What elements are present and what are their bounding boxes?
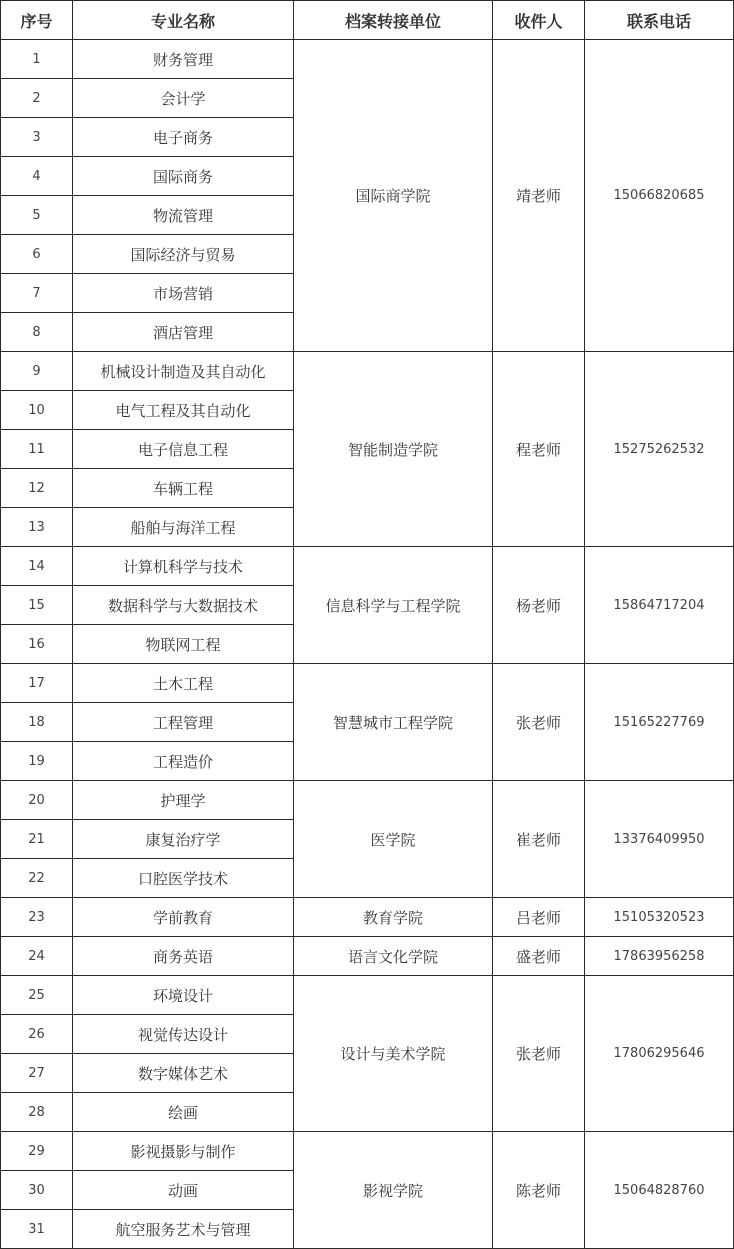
recipient: 靖老师: [493, 40, 585, 352]
major-name: 车辆工程: [73, 469, 294, 508]
major-name: 康复治疗学: [73, 820, 294, 859]
row-number: 21: [1, 820, 73, 859]
recipient: 张老师: [493, 976, 585, 1132]
contact-phone: 15864717204: [585, 547, 734, 664]
contact-phone: 15105320523: [585, 898, 734, 937]
row-number: 11: [1, 430, 73, 469]
row-number: 6: [1, 235, 73, 274]
table-row: [1, 547, 734, 586]
row-number: 31: [1, 1210, 73, 1249]
major-name: 动画: [73, 1171, 294, 1210]
major-name: 视觉传达设计: [73, 1015, 294, 1054]
contact-phone: 15066820685: [585, 40, 734, 352]
row-number: 27: [1, 1054, 73, 1093]
contact-phone: 13376409950: [585, 781, 734, 898]
major-name: 船舶与海洋工程: [73, 508, 294, 547]
major-name: 绘画: [73, 1093, 294, 1132]
row-number: 8: [1, 313, 73, 352]
row-number: 15: [1, 586, 73, 625]
contact-phone: 15275262532: [585, 352, 734, 547]
row-number: 25: [1, 976, 73, 1015]
header-major: 专业名称: [73, 1, 294, 40]
table-header: [1, 1, 734, 40]
row-number: 10: [1, 391, 73, 430]
major-name: 数据科学与大数据技术: [73, 586, 294, 625]
major-name: 计算机科学与技术: [73, 547, 294, 586]
major-name: 口腔医学技术: [73, 859, 294, 898]
transfer-unit: 医学院: [294, 781, 493, 898]
table-body: [1, 40, 734, 1249]
major-name: 数字媒体艺术: [73, 1054, 294, 1093]
row-number: 19: [1, 742, 73, 781]
transfer-unit: 影视学院: [294, 1132, 493, 1249]
table-row: [1, 664, 734, 703]
major-name: 会计学: [73, 79, 294, 118]
row-number: 3: [1, 118, 73, 157]
row-number: 4: [1, 157, 73, 196]
table-row: [1, 976, 734, 1015]
row-number: 30: [1, 1171, 73, 1210]
major-name: 工程管理: [73, 703, 294, 742]
recipient: 吕老师: [493, 898, 585, 937]
row-number: 2: [1, 79, 73, 118]
contact-phone: 15165227769: [585, 664, 734, 781]
major-name: 物联网工程: [73, 625, 294, 664]
row-number: 29: [1, 1132, 73, 1171]
recipient: 程老师: [493, 352, 585, 547]
major-name: 航空服务艺术与管理: [73, 1210, 294, 1249]
transfer-unit: 教育学院: [294, 898, 493, 937]
row-number: 5: [1, 196, 73, 235]
row-number: 9: [1, 352, 73, 391]
major-name: 电子信息工程: [73, 430, 294, 469]
recipient: 盛老师: [493, 937, 585, 976]
row-number: 22: [1, 859, 73, 898]
transfer-unit: 智慧城市工程学院: [294, 664, 493, 781]
major-name: 机械设计制造及其自动化: [73, 352, 294, 391]
major-name: 商务英语: [73, 937, 294, 976]
contact-phone: 15064828760: [585, 1132, 734, 1249]
transfer-unit: 信息科学与工程学院: [294, 547, 493, 664]
major-name: 国际商务: [73, 157, 294, 196]
recipient: 陈老师: [493, 1132, 585, 1249]
recipient: 杨老师: [493, 547, 585, 664]
major-name: 电子商务: [73, 118, 294, 157]
row-number: 7: [1, 274, 73, 313]
major-name: 影视摄影与制作: [73, 1132, 294, 1171]
row-number: 24: [1, 937, 73, 976]
table-row: [1, 40, 734, 79]
row-number: 14: [1, 547, 73, 586]
major-name: 土木工程: [73, 664, 294, 703]
header-phone: 联系电话: [585, 1, 734, 40]
major-name: 财务管理: [73, 40, 294, 79]
transfer-unit: 语言文化学院: [294, 937, 493, 976]
contact-phone: 17863956258: [585, 937, 734, 976]
header-unit: 档案转接单位: [294, 1, 493, 40]
transfer-unit: 国际商学院: [294, 40, 493, 352]
major-name: 市场营销: [73, 274, 294, 313]
table-row: [1, 898, 734, 937]
row-number: 26: [1, 1015, 73, 1054]
major-name: 国际经济与贸易: [73, 235, 294, 274]
row-number: 17: [1, 664, 73, 703]
major-name: 物流管理: [73, 196, 294, 235]
contact-phone: 17806295646: [585, 976, 734, 1132]
row-number: 1: [1, 40, 73, 79]
transfer-unit: 设计与美术学院: [294, 976, 493, 1132]
header-person: 收件人: [493, 1, 585, 40]
recipient: 崔老师: [493, 781, 585, 898]
recipient: 张老师: [493, 664, 585, 781]
header-row: [1, 1, 734, 40]
major-name: 护理学: [73, 781, 294, 820]
row-number: 20: [1, 781, 73, 820]
row-number: 28: [1, 1093, 73, 1132]
major-name: 酒店管理: [73, 313, 294, 352]
major-name: 学前教育: [73, 898, 294, 937]
major-name: 电气工程及其自动化: [73, 391, 294, 430]
row-number: 18: [1, 703, 73, 742]
major-name: 环境设计: [73, 976, 294, 1015]
table-row: [1, 1132, 734, 1171]
row-number: 13: [1, 508, 73, 547]
table-row: [1, 352, 734, 391]
row-number: 23: [1, 898, 73, 937]
header-no: 序号: [1, 1, 73, 40]
table-row: [1, 781, 734, 820]
transfer-unit: 智能制造学院: [294, 352, 493, 547]
row-number: 12: [1, 469, 73, 508]
row-number: 16: [1, 625, 73, 664]
major-name: 工程造价: [73, 742, 294, 781]
table-row: [1, 937, 734, 976]
